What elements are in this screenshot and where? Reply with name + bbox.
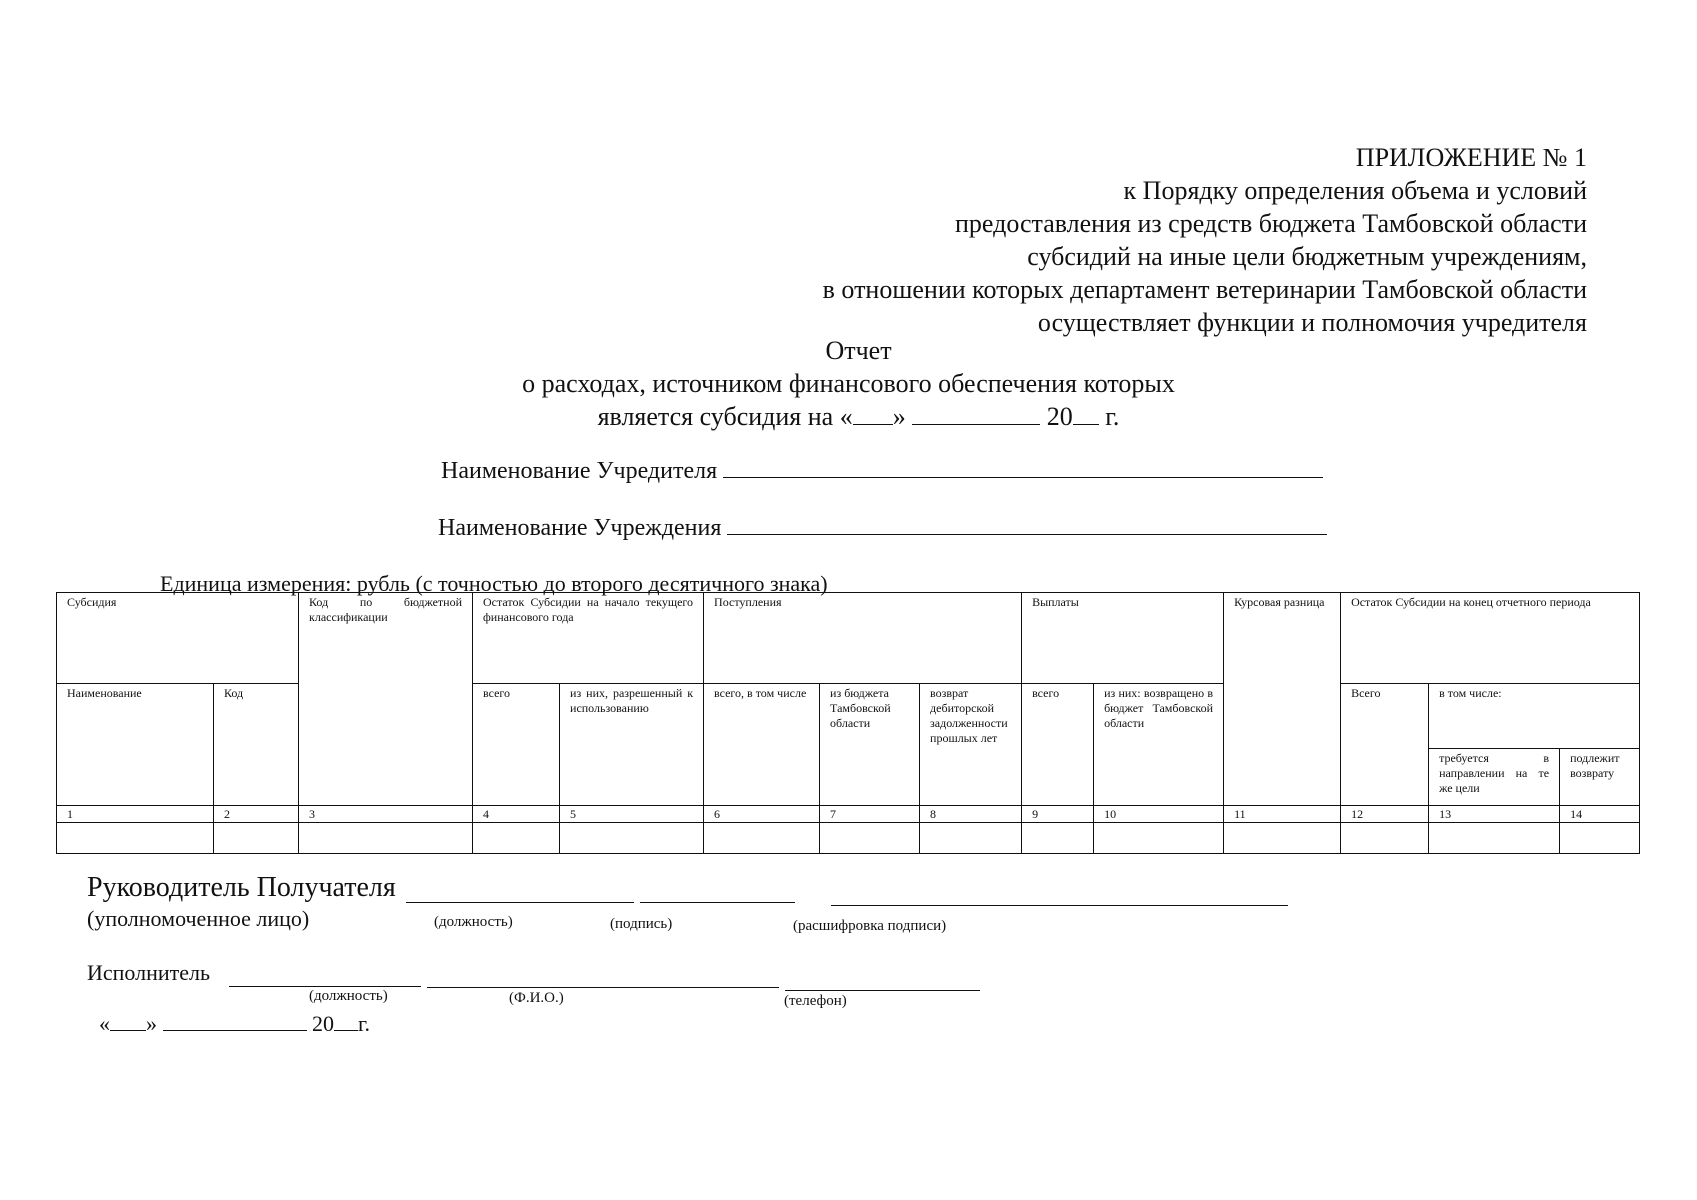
col-number: 10 [1094,806,1224,823]
table-cell[interactable] [820,823,920,854]
table-cell[interactable] [1094,823,1224,854]
table-cell[interactable] [1224,823,1341,854]
appendix-line: ПРИЛОЖЕНИЕ № 1 [1355,143,1587,172]
col-number: 1 [57,806,214,823]
date-year-blank[interactable] [334,1010,358,1031]
table-cell[interactable] [704,823,820,854]
table-cell[interactable] [57,823,214,854]
date-line [99,1010,370,1037]
report-title-line1: Отчет [825,336,892,365]
report-title [0,334,1697,433]
col-number: 3 [299,806,473,823]
hdr-payments-total: всего [1022,684,1094,806]
hdr-subsidy: Субсидия [57,593,299,684]
caption-fio: (Ф.И.О.) [509,990,564,1006]
appendix-line: в отношении которых департамент ветеринарии Тамбовской области [822,275,1587,304]
hdr-balance-total: всего [473,684,560,806]
hdr-payments: Выплаты [1022,593,1224,684]
col-number: 7 [820,806,920,823]
hdr-end-required: требуется в направлении на те же цели [1429,749,1560,806]
head-sub-label: (уполномоченное лицо) [87,906,310,931]
caption-position: (должность) [434,914,513,930]
table-cell[interactable] [1560,823,1640,854]
report-table [56,592,1640,854]
report-title-line3 [0,400,1697,433]
appendix-line: осуществляет функции и полномочия учредителя [1037,308,1587,337]
title-day-blank[interactable] [853,400,893,425]
col-number: 2 [214,806,299,823]
title-year: 20 [1046,402,1073,431]
hdr-receipts: Поступления [704,593,1022,684]
table-cell[interactable] [560,823,704,854]
hdr-end-return: подлежит возврату [1560,749,1640,806]
col-number: 12 [1341,806,1429,823]
caption-phone: (телефон) [784,993,847,1009]
head-signature-line[interactable] [640,902,795,903]
col-number: 11 [1224,806,1341,823]
founder-field [441,457,1323,485]
col-number: 14 [1560,806,1640,823]
caption-position2: (должность) [309,988,388,1004]
col-number: 6 [704,806,820,823]
hdr-balance-allowed: из них, разрешенный к использованию [560,684,704,806]
hdr-exchange: Курсовая разница [1224,593,1341,806]
col-number: 5 [560,806,704,823]
caption-decoding: (расшифровка подписи) [793,918,947,934]
title-date-prefix: является субсидия на « [597,402,853,431]
table-cell[interactable] [299,823,473,854]
hdr-end-total: Всего [1341,684,1429,806]
executor-label: Исполнитель [87,960,211,985]
appendix-line: к Порядку определения объема и условий [1123,176,1587,205]
date-year: 20 [312,1011,334,1036]
title-date-mid: » [892,402,906,431]
table-cell[interactable] [214,823,299,854]
head-decoding-line[interactable] [831,905,1288,906]
hdr-receipts-budget: из бюджета Тамбовской области [820,684,920,806]
executor-phone-line[interactable] [785,990,980,991]
appendix-line: субсидий на иные цели бюджетным учреждениям, [1027,242,1587,271]
hdr-code: Код [214,684,299,806]
hdr-receipts-debt: возврат дебиторской задолженности прошлых лет [920,684,1022,806]
table-cell[interactable] [1022,823,1094,854]
report-title-line2: о расходах, источником финансового обеспечения которых [522,369,1175,398]
institution-label: Наименование Учреждения [438,515,722,541]
table-cell[interactable] [920,823,1022,854]
title-month-blank[interactable] [912,400,1040,425]
table-cell[interactable] [1341,823,1429,854]
head-label: Руководитель Получателя [87,872,396,903]
hdr-budget-code: Код по бюджетной классификации [299,593,473,806]
unit-of-measure: Единица измерения: рубль (с точностью до второго десятичного знака) [160,571,828,596]
hdr-receipts-total: всего, в том числе [704,684,820,806]
institution-input-line[interactable] [727,514,1327,535]
col-number: 13 [1429,806,1560,823]
title-year-suffix: г. [1105,402,1120,431]
col-number: 4 [473,806,560,823]
date-open-quote: « [99,1011,110,1036]
institution-field [438,514,1327,542]
date-close-quote: » [146,1011,157,1036]
date-day-blank[interactable] [110,1010,146,1031]
date-month-blank[interactable] [163,1010,307,1031]
col-number: 8 [920,806,1022,823]
appendix-line: предоставления из средств бюджета Тамбовской области [954,209,1587,238]
hdr-end-including: в том числе: [1429,684,1640,749]
founder-input-line[interactable] [723,457,1323,478]
head-position-line[interactable] [406,902,634,903]
table-row [57,823,1640,854]
table-cell[interactable] [473,823,560,854]
hdr-balance-end: Остаток Субсидии на конец отчетного периода [1341,593,1640,684]
date-suffix: г. [358,1011,371,1036]
col-number: 9 [1022,806,1094,823]
hdr-payments-returned: из них: возвращено в бюджет Тамбовской области [1094,684,1224,806]
title-year-blank[interactable] [1073,400,1099,425]
appendix-header [823,141,1587,339]
executor-fio-line[interactable] [427,987,779,988]
table-cell[interactable] [1429,823,1560,854]
executor-position-line[interactable] [229,986,421,987]
hdr-balance-start: Остаток Субсидии на начало текущего финансового года [473,593,704,684]
hdr-name: Наименование [57,684,214,806]
founder-label: Наименование Учредителя [441,458,718,484]
caption-signature: (подпись) [610,916,673,932]
